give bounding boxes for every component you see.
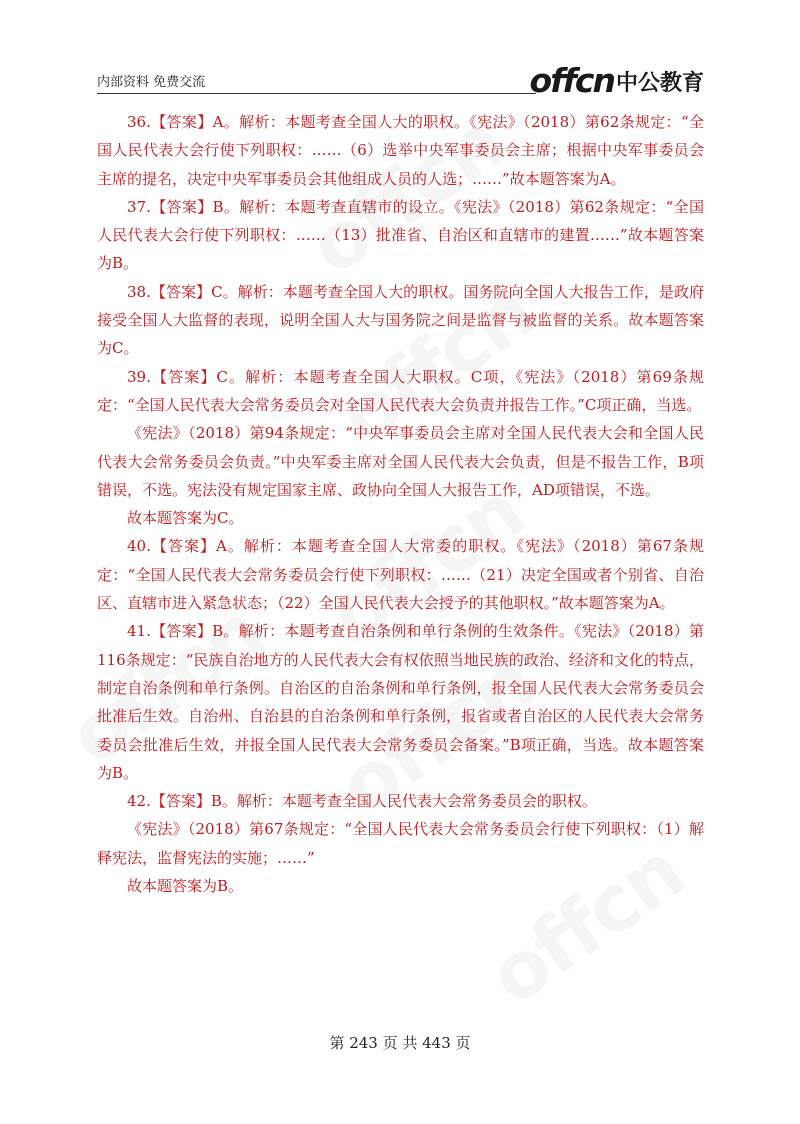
logo-brand-text: offcn [529, 61, 614, 100]
page-header [97, 61, 704, 100]
paragraph: 故本题答案为B。 [127, 877, 244, 896]
logo-chinese-text: 中公教育 [615, 71, 704, 96]
paragraph: 36.【答案】A。解析：本题考查全国人大的职权。《宪法》（2018）第62条规定：“全国人民代表大会行使下列职权：……（6）选举中央军事委员会主席；根据中央军事委员会主席的提名，决定中央军事委员会其他组成人员的人选；……”故本题答案为A。 [97, 113, 704, 188]
paragraph: 40.【答案】A。解析：本题考查全国人大常委的职权。《宪法》（2018）第67条规定：“全国人民代表大会常务委员会行使下列职权：……（21）决定全国或者个别省、自治区、直辖市进入紧急状态；（22）全国人民代表大会授予的其他职权。”故本题答案为A。 [97, 537, 704, 613]
paragraph: 41.【答案】B。解析：本题考查自治条例和单行条例的生效条件。《宪法》（2018）第116条规定：“民族自治地方的人民代表大会有权依照当地民族的政治、经济和文化的特点，制定自治条例和单行条例。自治区的自治条例和单行条例，报全国人民代表大会常务委员会批准后生效。自治州、自治县的自治条例和单行条例，报省或者自治区的人民代表大会常务委员会批准后生效，并报全国人民代表大会常务委员会备案。”B项正确，当选。故本题答案为B。 [97, 622, 704, 782]
paragraph: 故本题答案为C。 [127, 509, 244, 528]
paragraph: 《宪法》（2018）第67条规定：“全国人民代表大会常务委员会行使下列职权：（1）解释宪法，监督宪法的实施；……” [97, 820, 704, 867]
page-footer [0, 1032, 800, 1053]
paragraph: 37.【答案】B。解析：本题考查直辖市的设立。《宪法》（2018）第62条规定：“全国人民代表大会行使下列职权：……（13）批准省、自治区和直辖市的建置……”故本题答案为B。 [97, 197, 704, 273]
paragraph: 38.【答案】C。解析：本题考查全国人大的职权。国务院向全国人大报告工作，是政府接受全国人大监督的表现，说明全国人大与国务院之间是监督与被监督的关系。故本题答案为C。 [97, 282, 704, 358]
paragraph: 39.【答案】C。解析：本题考查全国人大职权。C项，《宪法》（2018）第69条规定：“全国人民代表大会常务委员会对全国人民代表大会负责并报告工作。”C项正确，当选。 [97, 367, 704, 414]
answer-content [97, 108, 704, 900]
header-note: 内部资料 免费交流 [97, 75, 206, 90]
paragraph: 《宪法》（2018）第94条规定：“中央军事委员会主席对全国人民代表大会和全国人民代表大会常务委员会负责。”中央军委主席对全国人民代表大会负责，但是不报告工作，B项错误，不选。宪法没有规定国家主席、政协向全国人大报告工作，AD项错误，不选。 [97, 424, 704, 499]
offcn-logo [529, 61, 704, 100]
paragraph: 42.【答案】B。解析：本题考查全国人民代表大会常务委员会的职权。 [127, 792, 597, 811]
header-rule [97, 93, 536, 95]
page-number: 第 243 页 共 443 页 [329, 1034, 471, 1052]
